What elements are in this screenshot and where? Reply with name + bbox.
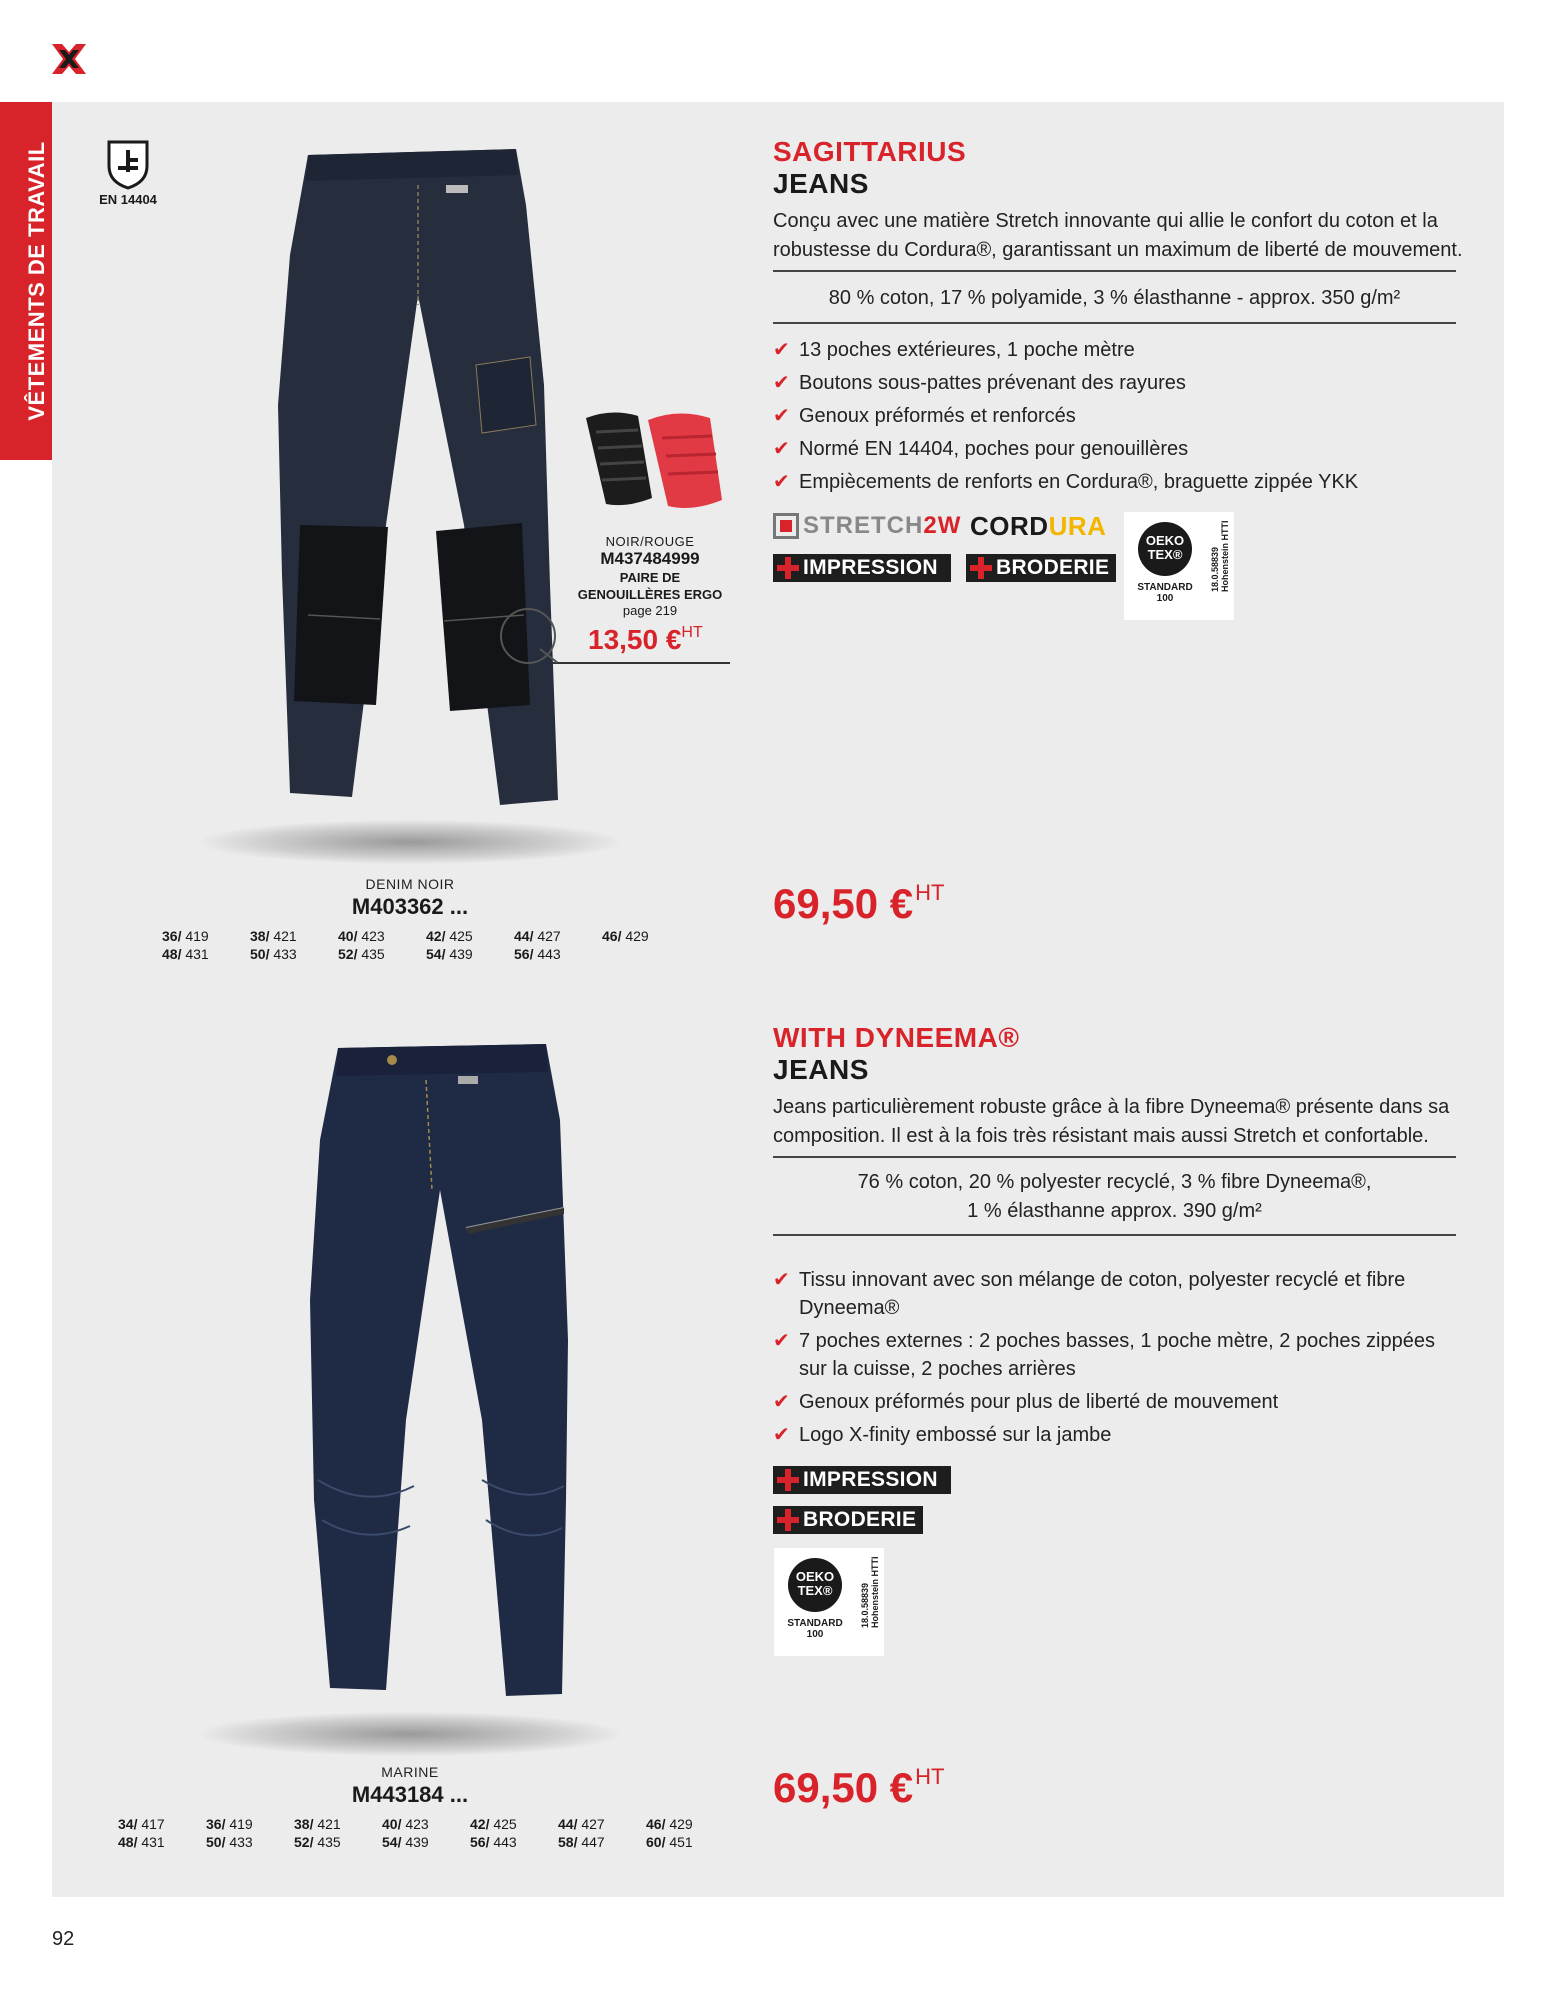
size-label: 46/	[646, 1816, 666, 1832]
size-cell	[162, 946, 250, 962]
en14404-certification	[88, 138, 168, 207]
size-label: 44/	[514, 928, 534, 944]
feature-text: 13 poches extérieures, 1 poche mètre	[799, 339, 1135, 361]
size-label: 40/	[382, 1816, 402, 1832]
composition-line-1: 76 % coton, 20 % polyester recyclé, 3 % fibre Dyneema®,	[857, 1171, 1372, 1193]
size-cell	[118, 1816, 206, 1832]
feature-item	[773, 402, 1473, 430]
kneepads-price	[588, 624, 703, 656]
size-label: 44/	[558, 1816, 578, 1832]
stretch-icon	[773, 513, 799, 539]
size-cell	[514, 928, 602, 944]
size-cell	[558, 1834, 646, 1850]
product2-title	[773, 1022, 1019, 1086]
size-cell	[470, 1816, 558, 1832]
oeko-tex-circle-icon: OEKO TEX®	[1138, 522, 1192, 576]
variant-color: DENIM NOIR	[365, 876, 455, 892]
size-label: 54/	[382, 1834, 402, 1850]
oeko-tex-label	[1124, 512, 1234, 620]
divider	[773, 270, 1456, 272]
stretch-2w-label: 2W	[923, 512, 962, 539]
check-icon: ✔	[773, 471, 790, 493]
product1-price-value: 69,50 €	[773, 880, 914, 927]
kneepads-info	[560, 534, 740, 618]
size-label: 38/	[294, 1816, 314, 1832]
kneepads-page: page 219	[622, 603, 678, 618]
product1-price	[773, 880, 944, 928]
size-ref: 439	[449, 946, 473, 962]
cordura-logo	[970, 511, 1106, 542]
product1-description: Conçu avec une matière Stretch innovante qui allie le confort du coton et la robustesse du Cordura®, garantissant un maximum de liberté de mouvement.	[773, 210, 1463, 261]
oeko-code: 18.0.58839	[860, 1582, 870, 1628]
oeko-standard: STANDARD 100	[787, 1618, 843, 1640]
product2-price-value: 69,50 €	[773, 1764, 914, 1811]
size-cell	[470, 1834, 558, 1850]
x-finity-logo-icon	[48, 38, 90, 80]
product1-features	[773, 336, 1473, 501]
product2-price-unit: HT	[915, 1764, 945, 1789]
size-ref: 421	[273, 928, 297, 944]
divider	[773, 322, 1456, 324]
size-cell	[382, 1834, 470, 1850]
feature-text: Genoux préformés pour plus de liberté de mouvement	[799, 1391, 1279, 1413]
size-label: 48/	[118, 1834, 138, 1850]
product1-composition: 80 % coton, 17 % polyamide, 3 % élasthanne - approx. 350 g/m²	[828, 287, 1401, 309]
size-cell	[294, 1834, 382, 1850]
plus-icon	[970, 557, 992, 579]
product1-variant	[300, 876, 520, 920]
oeko-tex-label	[774, 1548, 884, 1656]
knee-protection-shield-icon	[103, 138, 153, 190]
feature-item	[773, 336, 1473, 364]
size-cell	[558, 1816, 646, 1832]
product1-price-unit: HT	[915, 880, 945, 905]
impression-badge	[773, 1466, 951, 1494]
section-tab-label: VÊTEMENTS DE TRAVAIL	[23, 141, 49, 421]
size-cell	[646, 1834, 734, 1850]
impression-label: IMPRESSION	[803, 556, 938, 579]
product1-title-type: JEANS	[773, 168, 869, 199]
size-cell	[602, 928, 690, 944]
size-ref: 431	[185, 946, 209, 962]
composition-line-2: 1 % élasthanne approx. 390 g/m²	[967, 1200, 1262, 1222]
product-shadow	[200, 820, 620, 864]
oeko-code: 18.0.58839	[1210, 546, 1220, 592]
size-ref: 447	[581, 1834, 605, 1850]
feature-item	[773, 369, 1473, 397]
kneepads-name-2: GENOUILLÈRES ERGO	[577, 587, 723, 602]
size-cell	[514, 946, 602, 962]
size-ref: 443	[493, 1834, 517, 1850]
variant-code: M443184 ...	[351, 1782, 469, 1807]
size-label: 58/	[558, 1834, 578, 1850]
feature-item	[773, 1266, 1453, 1322]
check-icon: ✔	[773, 1330, 790, 1352]
check-icon: ✔	[773, 438, 790, 460]
size-ref: 443	[537, 946, 561, 962]
size-cell	[426, 946, 514, 962]
cert-label: EN 14404	[99, 192, 157, 207]
product2-features	[773, 1266, 1453, 1454]
size-label: 56/	[514, 946, 534, 962]
feature-text: Tissu innovant avec son mélange de coton, polyester recyclé et fibre Dyneema®	[799, 1269, 1406, 1319]
cordura-label-a: CORD	[970, 511, 1049, 541]
size-label: 38/	[250, 928, 270, 944]
size-label: 48/	[162, 946, 182, 962]
variant-color: MARINE	[381, 1764, 439, 1780]
size-label: 56/	[470, 1834, 490, 1850]
feature-text: Normé EN 14404, poches pour genouillères	[799, 438, 1189, 460]
kneepads-name-1: PAIRE DE	[619, 570, 681, 585]
size-label: 42/	[426, 928, 446, 944]
size-cell	[162, 928, 250, 944]
product1-size-grid	[162, 928, 690, 962]
impression-label: IMPRESSION	[803, 1468, 938, 1491]
kneepads-price-value: 13,50 €	[588, 624, 682, 655]
size-ref: 429	[669, 1816, 693, 1832]
size-label: 42/	[470, 1816, 490, 1832]
product2-title-brand: WITH DYNEEMA®	[773, 1022, 1020, 1053]
size-cell	[250, 928, 338, 944]
size-label: 46/	[602, 928, 622, 944]
broderie-label: BRODERIE	[996, 556, 1110, 579]
plus-icon	[777, 1509, 799, 1531]
size-cell	[294, 1816, 382, 1832]
feature-text: Genoux préformés et renforcés	[799, 405, 1076, 427]
product2-price	[773, 1764, 944, 1812]
size-ref: 425	[449, 928, 473, 944]
feature-item	[773, 468, 1473, 496]
product2-variant	[300, 1764, 520, 1808]
size-label: 40/	[338, 928, 358, 944]
size-ref: 433	[273, 946, 297, 962]
oeko-tex-circle-icon: OEKO TEX®	[788, 1558, 842, 1612]
size-label: 50/	[250, 946, 270, 962]
feature-text: Boutons sous-pattes prévenant des rayures	[799, 372, 1186, 394]
check-icon: ✔	[773, 339, 790, 361]
size-cell	[338, 928, 426, 944]
oeko-institute: Hohenstein HTTI	[870, 1556, 880, 1628]
size-label: 54/	[426, 946, 446, 962]
product2-title-type: JEANS	[773, 1054, 869, 1085]
oeko-standard: STANDARD 100	[1137, 582, 1193, 604]
feature-item	[773, 435, 1473, 463]
size-ref: 419	[185, 928, 209, 944]
size-ref: 431	[141, 1834, 165, 1850]
size-ref: 421	[317, 1816, 341, 1832]
size-cell	[250, 946, 338, 962]
check-icon: ✔	[773, 1269, 790, 1291]
broderie-badge	[966, 554, 1116, 582]
kneepads-price-unit: HT	[681, 624, 703, 641]
kneepads-underline	[552, 662, 730, 664]
kneepads-color: NOIR/ROUGE	[605, 534, 695, 549]
size-cell	[206, 1816, 294, 1832]
plus-icon	[777, 1469, 799, 1491]
sagittarius-jeans-image	[268, 145, 560, 815]
product2-size-grid	[118, 1816, 734, 1850]
size-ref: 435	[361, 946, 385, 962]
product1-title	[773, 136, 966, 200]
feature-item	[773, 1421, 1453, 1449]
feature-text: 7 poches externes : 2 poches basses, 1 poche mètre, 2 poches zippées sur la cuisse, 2 poches arrières	[799, 1330, 1435, 1380]
size-ref: 419	[229, 1816, 253, 1832]
product2-description: Jeans particulièrement robuste grâce à la fibre Dyneema® présente dans sa composition. Il est à la fois très résistant mais aussi Stretch et confortable.	[773, 1096, 1450, 1147]
broderie-label: BRODERIE	[803, 1508, 917, 1531]
stretch-label: STRETCH	[803, 512, 924, 539]
check-icon: ✔	[773, 405, 790, 427]
product1-title-brand: SAGITTARIUS	[773, 136, 967, 167]
product-shadow	[200, 1712, 620, 1756]
divider	[773, 1234, 1456, 1236]
check-icon: ✔	[773, 1424, 790, 1446]
kneepads-code: M437484999	[600, 549, 700, 568]
feature-item	[773, 1327, 1453, 1383]
cordura-label-b: URA	[1048, 511, 1107, 541]
size-label: 52/	[294, 1834, 314, 1850]
size-ref: 429	[625, 928, 649, 944]
size-ref: 423	[405, 1816, 429, 1832]
dyneema-jeans-image	[306, 1040, 576, 1700]
size-cell	[118, 1834, 206, 1850]
page-number: 92	[52, 1928, 75, 1950]
oeko-institute: Hohenstein HTTI	[1220, 520, 1230, 592]
size-label: 36/	[206, 1816, 226, 1832]
broderie-badge	[773, 1506, 923, 1534]
feature-item	[773, 1388, 1453, 1416]
size-cell	[338, 946, 426, 962]
check-icon: ✔	[773, 372, 790, 394]
size-label: 34/	[118, 1816, 138, 1832]
size-ref: 427	[581, 1816, 605, 1832]
size-cell	[646, 1816, 734, 1832]
impression-badge	[773, 554, 951, 582]
size-ref: 439	[405, 1834, 429, 1850]
feature-text: Logo X-finity embossé sur la jambe	[799, 1424, 1112, 1446]
size-cell	[426, 928, 514, 944]
size-ref: 451	[669, 1834, 693, 1850]
size-ref: 433	[229, 1834, 253, 1850]
check-icon: ✔	[773, 1391, 790, 1413]
size-label: 36/	[162, 928, 182, 944]
size-cell	[382, 1816, 470, 1832]
product2-composition	[773, 1168, 1456, 1226]
feature-text: Empiècements de renforts en Cordura®, braguette zippée YKK	[799, 471, 1359, 493]
size-ref: 423	[361, 928, 385, 944]
size-ref: 425	[493, 1816, 517, 1832]
size-label: 60/	[646, 1834, 666, 1850]
ergo-kneepads-image	[582, 408, 724, 514]
size-ref: 417	[141, 1816, 165, 1832]
plus-icon	[777, 557, 799, 579]
stretch-2w-logo	[773, 512, 961, 540]
size-cell	[206, 1834, 294, 1850]
size-ref: 435	[317, 1834, 341, 1850]
size-ref: 427	[537, 928, 561, 944]
size-label: 50/	[206, 1834, 226, 1850]
size-label: 52/	[338, 946, 358, 962]
variant-code: M403362 ...	[351, 894, 469, 919]
divider	[773, 1156, 1456, 1158]
